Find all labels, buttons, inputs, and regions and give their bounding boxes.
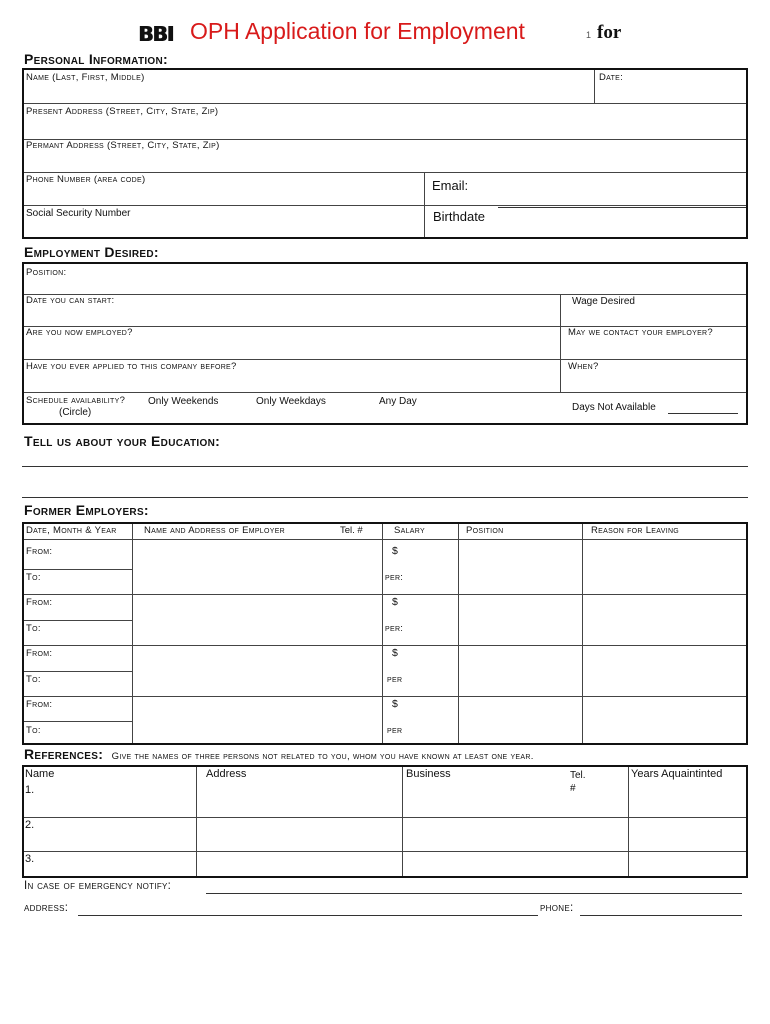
email-label: Email: [432,178,469,193]
employment-desired-heading: Employment Desired: [24,244,159,260]
row1-to: To: [26,572,41,583]
row3-dollar: $ [392,647,398,659]
row4-from: From: [26,699,53,710]
education-heading: Tell us about your Education: [24,433,221,449]
personal-info-box [22,68,748,239]
header-mark: 1 [586,30,592,40]
ref-col-address: Address [206,768,247,780]
row1-dollar: $ [392,545,398,557]
name-field-label: Name (Last, First, Middle) [26,72,145,83]
option-only-weekdays[interactable]: Only Weekdays [256,396,326,407]
references-table [22,765,748,878]
position-label: Position: [26,267,67,278]
page-title: OPH Application for Employment [190,18,525,44]
ref-row-2: 2. [25,819,35,831]
ref-col-business: Business [406,768,451,780]
emergency-notify-label: In case of emergency notify: [24,880,172,892]
row2-dollar: $ [392,596,398,608]
when-label: When? [568,361,599,372]
company-logo: BBI [138,22,173,46]
contact-employer-label: May we contact your employer? [568,327,713,338]
days-not-available-label: Days Not Available [572,402,656,413]
row3-from: From: [26,648,53,659]
employment-desired-box [22,262,748,425]
row2-from: From: [26,597,53,608]
schedule-availability-label: Schedule availability? [26,395,126,406]
references-heading: References: Give the names of three persons not related to you, whom you have known at least one year. [24,746,534,762]
date-field-label: Date: [599,72,624,83]
applied-before-label: Have you ever applied to this company before? [26,361,237,372]
row4-to: To: [26,725,41,736]
emergency-phone-line[interactable] [580,915,742,916]
education-line-2[interactable] [22,497,748,498]
row4-dollar: $ [392,698,398,710]
emergency-address-line[interactable] [78,915,538,916]
option-only-weekends[interactable]: Only Weekends [148,396,219,407]
personal-info-heading: Personal Information: [24,51,168,67]
start-date-label: Date you can start: [26,295,115,306]
row1-from: From: [26,546,53,557]
ref-row-1: 1. [25,784,35,796]
former-employers-table [22,522,748,745]
ref-col-years: Years Aquaintinted [631,768,723,780]
ref-col-tel-hash: # [570,783,576,794]
ssn-label: Social Security Number [26,208,131,219]
emergency-address-label: address: [24,902,69,914]
col-position-header: Position [466,525,504,536]
row3-per: per [387,674,403,685]
emergency-phone-label: phone: [540,902,574,914]
row2-per: per: [385,623,404,634]
currently-employed-label: Are you now employed? [26,327,133,338]
col-salary-header: Salary [394,525,425,536]
emergency-notify-line[interactable] [206,893,742,894]
education-line-1[interactable] [22,466,748,467]
circle-instruction: (Circle) [59,407,92,418]
row4-per: per [387,725,403,736]
present-address-label: Present Address (Street, City, State, Zip) [26,106,219,117]
ref-row-3: 3. [25,853,35,865]
phone-number-label: Phone Number (area code) [26,174,146,185]
ref-col-name: Name [25,768,55,780]
references-instruction: Give the names of three persons not related to you, whom you have known at least one year. [111,751,534,762]
permanent-address-label: Permant Address (Street, City, State, Zip) [26,140,220,151]
header-for-text: for [597,22,622,43]
row1-per: per: [385,572,404,583]
ref-col-tel: Tel. [570,770,586,781]
wage-desired-label: Wage Desired [572,296,635,307]
col-employer-header: Name and Address of Employer [144,525,286,536]
row3-to: To: [26,674,41,685]
row2-to: To: [26,623,41,634]
birthdate-label: Birthdate [433,209,486,224]
col-reason-header: Reason for Leaving [591,525,680,536]
former-employers-heading: Former Employers: [24,502,149,518]
option-any-day[interactable]: Any Day [379,396,417,407]
col-tel-header: Tel. # [340,525,363,536]
col-date-header: Date, Month & Year [26,525,117,536]
